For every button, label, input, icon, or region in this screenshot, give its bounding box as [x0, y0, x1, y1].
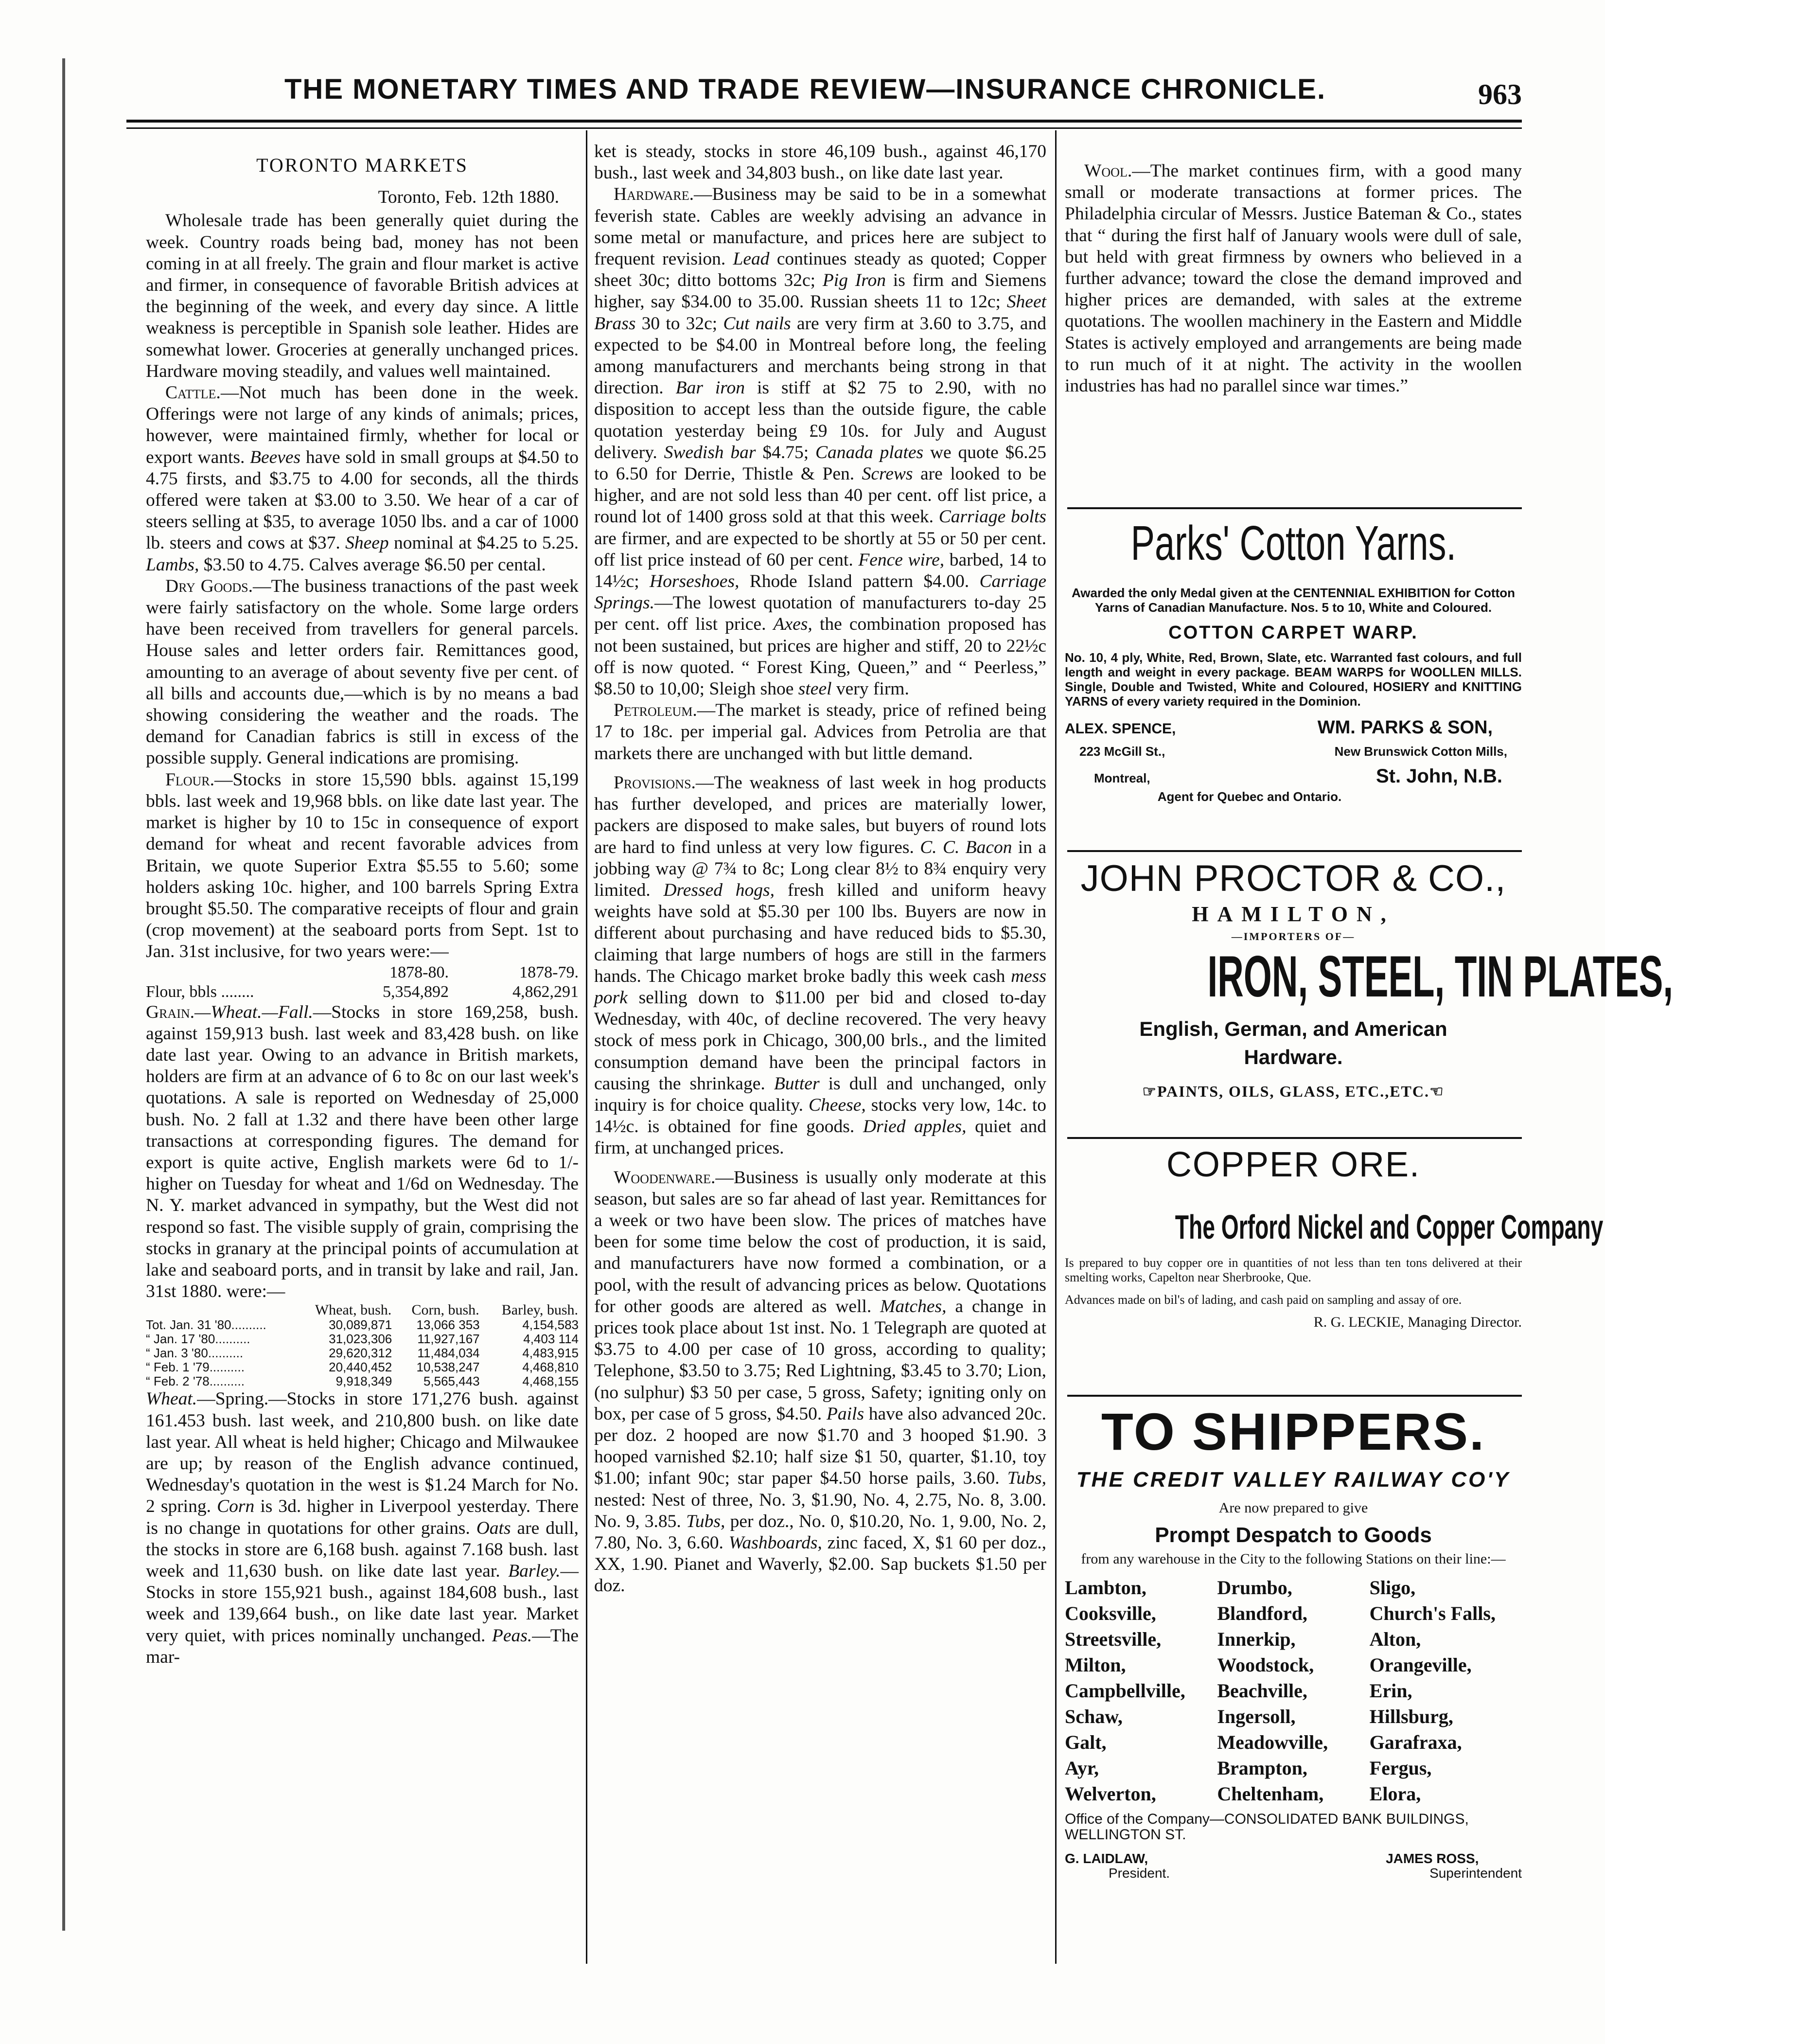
parks-award: Awarded the only Medal given at the CENTENNIAL EXHIBITION for Cotton Yarns of Canadian Manufacture. Nos. 5 to 10, White and Coloured. [1072, 586, 1515, 615]
lambs-term: Lambs, [146, 554, 199, 575]
station: Streetsville, [1065, 1628, 1162, 1650]
peas-text: —The mar- [146, 1625, 579, 1667]
hardware-text: Rhode Island pattern $4.00. [749, 571, 970, 592]
pails-term: Pails [826, 1404, 864, 1424]
flour-label: Flour. [165, 769, 215, 790]
provisions-text: —The weakness of last week in hog products has further developed, and prices are materially lower, packers are disposed to make sales, but buyers of round lots are hard to find unless at very low figures. [594, 772, 1046, 857]
supply-header-corn: Corn, bush. [411, 1302, 479, 1318]
supply-barley: 4,468,810 [522, 1360, 579, 1375]
parks-agents-row-1 [1065, 717, 1522, 738]
toronto-markets-heading: TORONTO MARKETS [256, 154, 468, 176]
woodenware-text: a change in prices took place about 1st inst. No. 1 Telegraph are quoted at $3.75 to 4.00 per case of 10 gross, according to quality; Telephone, $3.50 to 3.75; Red Lightning, $3.45 to 3.70; Lion, (no sulphur) $3 50 per case, 5 gross, Safety; igniting only on box, per case of 5 gross, $4.50. [594, 1296, 1047, 1424]
parks-firm-city: St. John, N.B. [1376, 765, 1502, 787]
supply-label: “ Feb. 1 '79.......... [146, 1360, 245, 1375]
hardware-text: are very firm at 3.60 to 3.75, and expected to be $4.00 in Montreal before long, the feeling among manufacturers and merchants being strong in that direction. [594, 313, 1046, 398]
spring-text-a: —Spring.—Stocks in store 171,276 bush. against 161.453 bush. last week, and 210,800 bush. on like date last year. All wheat is held higher; Chicago and Milwaukee are up; by reason of the English advance continued, Wednesday's quotation in the west is $1.24 March for No. 2 spring. [146, 1389, 579, 1517]
hardware-text: we quote $6.25 to 6.50 for Derrie, Thistle & Pen. [594, 442, 1047, 484]
supply-barley: 4,468,155 [522, 1374, 579, 1389]
station: Galt, [1065, 1731, 1107, 1753]
station: Blandford, [1217, 1602, 1307, 1624]
carriage-bolts-term: Carriage bolts [938, 507, 1046, 527]
dry-goods-label: Dry Goods. [165, 576, 253, 596]
wheat-fall-term: —Wheat.—Fall. [194, 1002, 313, 1022]
supply-barley: 4,154,583 [522, 1317, 579, 1333]
proctor-importers: —IMPORTERS OF— [1231, 930, 1356, 942]
supply-row [146, 1318, 579, 1332]
supply-row [146, 1346, 579, 1360]
butter-term: Butter [774, 1073, 820, 1094]
station: Orangeville, [1369, 1654, 1472, 1676]
petroleum-label: Petroleum. [614, 700, 697, 721]
provisions-text: is dull and unchanged, only inquiry is for choice quality. [594, 1073, 1046, 1115]
page-number: 963 [1478, 78, 1522, 110]
supply-header-wheat: Wheat, bush. [315, 1302, 392, 1318]
masthead-title: THE MONETARY TIMES AND TRADE REVIEW—INSURANCE CHRONICLE. [284, 73, 1326, 105]
sheep-term: Sheep [345, 533, 389, 553]
receipts-table [146, 963, 579, 1002]
dateline: Toronto, Feb. 12th 1880. [378, 187, 559, 208]
provisions-text: stocks very low, 14c. to 14½c. is obtained for fine goods. [594, 1095, 1047, 1137]
parks-agents-row-3 [1065, 765, 1522, 787]
cattle-text-d: $3.50 to 4.75. Calves average $6.50 per cental. [203, 554, 546, 575]
tubs-term: Tubs, [1007, 1468, 1046, 1489]
screws-term: Screws [862, 464, 913, 484]
hardware-text: the combination proposed has not been sustained, but prices are higher and stiff, 20 to 22½c off is now quoted. “ Forest King, Queen,” and “ Peerless,” $8.50 to 10,00; Sleigh shoe [594, 614, 1047, 699]
grain-paragraph [146, 1002, 579, 1303]
president-title: President. [1109, 1866, 1170, 1881]
credit-valley-ad [1065, 1403, 1522, 1881]
station: Garafraxa, [1369, 1731, 1462, 1753]
spring-wheat-paragraph [146, 1388, 579, 1668]
station: Ingersoll, [1217, 1706, 1296, 1727]
column-2 [594, 141, 1046, 1597]
column-divider-2 [1055, 130, 1057, 1964]
superintendent-name: JAMES ROSS, [1386, 1851, 1479, 1866]
station: Hillsburg, [1369, 1706, 1453, 1727]
wool-text: —The market continues firm, with a good many small or moderate transactions at former prices. The Philadelphia circular of Messrs. Justice Bateman & Co., states that “ during the first half of January wools were dull of sale, but held with great firmness by owners who believed in a further advance; toward the close the demand improved and higher prices are demanded, with sales at the extreme quotations. The woollen machinery in the Eastern and Middle States is actively employed and arrangements are being made to run much of it at night. The activity in the woollen industries has had no parallel since war times.” [1065, 161, 1522, 396]
horseshoes-term: Horseshoes, [650, 571, 740, 592]
supply-label: “ Feb. 2 '78.......... [146, 1374, 245, 1389]
column-1 [146, 141, 579, 1668]
swedish-bar-term: Swedish bar [664, 442, 756, 462]
hardware-text: 30 to 32c; [641, 313, 718, 334]
receipts-year-1: 1878-80. [389, 963, 449, 981]
orford-signature: R. G. LECKIE, Managing Director. [1313, 1314, 1522, 1330]
hardware-text: are firmer, and are expected to be shortly at 55 or 50 per cent. off list price instead of 60 per cent. [594, 528, 1046, 570]
signature-president [1065, 1851, 1170, 1881]
receipts-row [146, 982, 579, 1002]
petroleum-text: —The market is steady, price of refined being 17 to 18c. per imperial gal. Advices from Petrolia are that markets there are unchanged with but little demand. [594, 700, 1046, 764]
prepared-text: Are now prepared to give [1218, 1500, 1368, 1516]
orford-copper-ad [1065, 1144, 1604, 1331]
grain-label: Grain. [146, 1002, 195, 1022]
barley-term: Barley. [508, 1561, 561, 1581]
supply-row [146, 1374, 579, 1388]
parks-subtitle: COTTON CARPET WARP. [1168, 622, 1418, 643]
station: Innerkip, [1217, 1628, 1296, 1650]
orford-company-wrap [1065, 1205, 1604, 1249]
orford-text: Is prepared to buy copper ore in quantities of not less than ten tons delivered at their smelting works, Capelton near Sherbrooke, Que. [1065, 1256, 1522, 1284]
hardware-text: $4.75; [762, 442, 809, 462]
dry-goods-text: —The business tranactions of the past week were fairly satisfactory on the whole. Some large orders have been received from travellers for general parcels. House sales and letter orders fair. Remittances good, amounting to an average of about seventy five per cent. of all bills and accounts due,—which is by no means a bad showing considering the weather and the roads. The demand for Canadian fabrics is still in excess of the possible supply. General indications are promising. [146, 576, 579, 768]
proctor-name: JOHN PROCTOR & CO., [1080, 858, 1506, 899]
dressed-hogs-term: Dressed hogs, [663, 880, 775, 900]
signatures [1065, 1851, 1522, 1881]
cattle-text-b: have sold in small groups at $4.50 to 4.75 firsts, and $3.75 to 4.00 for seconds, all the thirds offered were taken at $3.00 to 3.50. We hear of a car of steers selling at $35, to average 1050 lbs. and a car of 1000 lb. steers and cows at $37. [146, 447, 579, 553]
intro-paragraph: Wholesale trade has been generally quiet during the week. Country roads being bad, money has not been coming in at all freely. The grain and flour market is active and firmer, in consequence of favorable British advices at the beginning of the week, and every day since. A little weakness is perceptible in Spanish sole leather. Hides are somewhat lower. Groceries at generally unchanged prices. Hardware moving steadily, and values well maintained. [146, 211, 579, 381]
orford-advances: Advances made on bil's of lading, and cash paid on sampling and assay of ore. [1065, 1293, 1462, 1307]
supply-barley: 4,403 114 [523, 1332, 579, 1347]
station: Drumbo, [1217, 1577, 1292, 1599]
provisions-text: selling down to $11.00 per bid and closed to-day Wednesday, with 40c, of decline recovered. The very heavy stock of mess pork in Chicago, 300,00 brls., and the limited consumption demand have been the principal factors in causing the shrinkage. [594, 987, 1047, 1094]
proctor-hardware: English, German, and American Hardware. [1139, 1017, 1447, 1068]
sheet-brass-term: Sheet Brass [594, 292, 1047, 334]
proctor-paints: PAINTS, OILS, GLASS, ETC.,ETC. [1157, 1083, 1429, 1100]
flour-text: —Stocks in store 15,590 bbls. against 15,199 bbls. last week and 19,968 bbls. on like date last year. The market is higher by 10 to 15c in consequence of export demand for wheat and recent favorable advices from Britain, we quote Superior Extra $5.55 to 5.60; some holders asking 10c. higher, and 100 barrels Spring Extra brought $5.50. The comparative receipts of flour and grain (crop movement) at the seaboard ports from Sept. 1st to Jan. 31st inclusive, for two years were:— [146, 769, 579, 962]
station: Meadowville, [1217, 1731, 1328, 1753]
visible-supply-table [146, 1302, 579, 1388]
receipts-year-2: 1878-79. [519, 963, 579, 981]
parks-cotton-yarns-ad [1065, 516, 1522, 804]
provisions-text: in a jobbing way @ 7¾ to 8c; Long clear 8½ to 8¾ enquiry very limited. [594, 837, 1047, 900]
station: Beachville, [1217, 1680, 1307, 1702]
station: Welverton, [1065, 1783, 1156, 1805]
parks-agent-city: Montreal, [1094, 771, 1150, 785]
supply-corn: 11,484,034 [417, 1346, 480, 1361]
station: Fergus, [1369, 1757, 1432, 1779]
stations-list [1065, 1575, 1522, 1807]
parks-agent-address: 223 McGill St., [1079, 744, 1165, 759]
orford-company: The Orford Nickel and Copper Company [1175, 1208, 1604, 1246]
hardware-text: very firm. [836, 679, 909, 699]
station: Elora, [1369, 1783, 1421, 1805]
pointing-hand-icon: ☜ [1429, 1083, 1445, 1100]
parks-title: Parks' Cotton Yarns. [1130, 516, 1456, 570]
provisions-label: Provisions. [614, 772, 696, 793]
matches-term: Matches, [880, 1296, 947, 1316]
bar-iron-term: Bar iron [675, 378, 745, 398]
parks-firm-name: WM. PARKS & SON, [1317, 717, 1493, 738]
parks-description: No. 10, 4 ply, White, Red, Brown, Slate, etc. Warranted fast colours, and full length and weight in every package. BEAM WARPS for WOOLLEN MILLS. Single, Double and Twisted, White and Coloured, HOSIERY and KNITTING YARNS of every variety required in the Dominion. [1065, 650, 1522, 709]
supply-header-barley: Barley, bush. [501, 1302, 578, 1318]
woodenware-label: Woodenware. [614, 1167, 716, 1188]
washboards-term: Washboards, [728, 1533, 822, 1553]
prompt-despatch: Prompt Despatch to Goods [1155, 1523, 1432, 1547]
station: Lambton, [1065, 1577, 1146, 1599]
dried-apples-term: Dried apples, [863, 1117, 967, 1137]
superintendent-title: Superintendent [1429, 1866, 1522, 1881]
spring-text-b: is 3d. higher in Liverpool yesterday. There is no change in quotations for other grains. [146, 1496, 579, 1538]
supply-corn: 11,927,167 [417, 1332, 480, 1347]
signature-superintendent [1361, 1851, 1522, 1881]
grain-text: —Stocks in store 169,258, bush. against 159,913 bush. last week and 83,428 bush. on like date last year. Owing to an advance in British markets, holders are firm at an advance of 6 to 8c on our last week's quotations. A sale is reported on Wednesday of 25,000 bush. No. 2 fall at 1.32 and there have been other large transactions at corresponding figures. The demand for export is quite active, English markets were 6d to 1/- higher on Tuesday for wheat and 1/6d on Wednesday. The N. Y. market advanced in sympathy, but the West did not respond so fast. The visible supply of grain, comprising the stocks in granary at the principal points of accumulation at lake and seaboard ports, and in transit by lake and rail, Jan. 31st 1880. were:— [146, 1002, 579, 1302]
supply-barley: 4,483,915 [522, 1346, 579, 1361]
station: Milton, [1065, 1654, 1126, 1676]
dry-goods-paragraph [146, 576, 579, 769]
ad-divider-4 [1067, 1395, 1522, 1397]
hardware-text: continues steady as quoted; Copper sheet 30c; ditto bottoms 32c; [594, 249, 1047, 291]
station: Erin, [1369, 1680, 1412, 1702]
proctor-paints-row [1065, 1082, 1522, 1101]
hardware-text: —Business may be said to be in a somewhat feverish state. Cables are weekly advising an advance in some metal or manufacture, and prices here are subject to frequent revision. [594, 184, 1046, 269]
hardware-label: Hardware. [614, 184, 694, 205]
provisions-text: quiet and firm, at unchanged prices. [594, 1117, 1046, 1158]
supply-corn: 5,565,443 [423, 1374, 480, 1389]
cheese-term: Cheese, [809, 1095, 866, 1115]
parks-mills: New Brunswick Cotton Mills, [1334, 744, 1507, 759]
stations-intro: from any warehouse in the City to the following Stations on their line:— [1081, 1551, 1506, 1567]
cattle-paragraph [146, 382, 579, 576]
receipts-label: Flour, bbls ........ [146, 982, 254, 1001]
wool-label: Wool. [1084, 161, 1132, 181]
hardware-text: are looked to be higher, and are not sold less than 40 per cent. off list price, a round lot of 1400 gross sold at that this week. [594, 464, 1046, 527]
station: Campbellville, [1065, 1680, 1185, 1702]
mess-pork-term: mess pork [594, 966, 1046, 1008]
masthead [146, 73, 1522, 112]
receipts-value-1: 5,354,892 [383, 982, 449, 1001]
supply-row [146, 1332, 579, 1346]
parks-agent-name: ALEX. SPENCE, [1065, 721, 1176, 737]
column-3-wool [1065, 160, 1522, 397]
proctor-goods-wrap [1065, 944, 1674, 1009]
carriage-springs-term: Carriage Springs. [594, 571, 1047, 613]
supply-wheat: 30,089,871 [329, 1317, 392, 1333]
supply-wheat: 29,620,312 [329, 1346, 392, 1361]
woodenware-text: have also advanced 20c. per doz. 2 hooped are now $1.70 and 3 hooped $1.90. 3 hooped varnished $2.10; half size $1 50, quarter, $1.10, toy $1.00; infant 90c; star paper $4.50 horse pails, 3.60. [594, 1404, 1047, 1489]
receipts-header-row [146, 963, 579, 982]
cut-nails-term: Cut nails [723, 313, 791, 334]
station: Woodstock, [1217, 1654, 1314, 1676]
oats-term: Oats [476, 1518, 511, 1538]
barley-text: —Stocks in store 155,921 bush., against 184,608 bush., last week and 139,664 bush., on like date last year. Market very quiet, with prices nominally unchanged. [146, 1561, 579, 1646]
beeves-term: Beeves [250, 447, 301, 467]
supply-corn: 13,066 353 [416, 1317, 480, 1333]
spring-text-c: are dull, the stocks in store are 6,168 bush. against 7.168 bush. last week and 11,630 bush. on like date last year. [146, 1518, 579, 1581]
corn-term: Corn [217, 1496, 255, 1517]
lead-term: Lead [733, 249, 770, 269]
station: Cheltenham, [1217, 1783, 1324, 1805]
woodenware-text: —Business is usually only moderate at this season, but sales are so far ahead of last year. Remittances for a week or two have been slow. The prices of matches have been for some time below the cost of production, it is said, and manufacturers have now formed a combination, or a pool, with the result of advancing prices as below. Quotations for other goods are altered as well. [594, 1167, 1046, 1316]
woodenware-text: zinc faced, X, $1 60 per doz., XX, 1.90. Pianet and Waverly, $2.00. Sap buckets $1.50 per doz. [594, 1533, 1047, 1596]
president-name: G. LAIDLAW, [1065, 1851, 1148, 1866]
company-office: Office of the Company—CONSOLIDATED BANK BUILDINGS, WELLINGTON ST. [1065, 1811, 1469, 1843]
parks-agent-note: Agent for Quebec and Ontario. [1157, 789, 1342, 804]
ad-divider-1 [1067, 507, 1522, 509]
bacon-term: C. C. Bacon [920, 837, 1012, 857]
cattle-label: Cattle. [165, 383, 221, 403]
parks-title-wrap [1065, 516, 1522, 570]
railway-name: THE CREDIT VALLEY RAILWAY CO'Y [1076, 1468, 1511, 1492]
supply-row [146, 1360, 579, 1374]
orford-title: COPPER ORE. [1166, 1145, 1421, 1184]
flour-paragraph [146, 769, 579, 963]
tubs-term: Tubs, [686, 1511, 725, 1531]
woodenware-text: nested: Nest of three, No. 3, $1.90, No. 4, 2.75, No. 8, 3.00. No. 9, 3.85. [594, 1490, 1046, 1531]
john-proctor-ad [1065, 857, 1674, 1101]
proctor-city: HAMILTON, [1192, 902, 1395, 926]
station: Church's Falls, [1369, 1602, 1496, 1624]
woodenware-paragraph [594, 1167, 1046, 1597]
cattle-text-a: —Not much has been done in the week. Offerings were not large of any kinds of animals; prices, however, were maintained firmly, whether for local or export wants. [146, 383, 579, 467]
supply-label: “ Jan. 17 '80.......... [146, 1332, 250, 1347]
supply-label: “ Jan. 3 '80.......... [146, 1346, 244, 1361]
column-divider-1 [586, 130, 587, 1964]
shippers-title: TO SHIPPERS. [1101, 1402, 1486, 1461]
peas-continued-paragraph: ket is steady, stocks in store 46,109 bush., against 46,170 bush., last week and 34,803 bush., on like date last year. [594, 142, 1046, 183]
masthead-rule-bottom [126, 127, 1522, 129]
peas-term: Peas. [492, 1625, 532, 1646]
station: Cooksville, [1065, 1602, 1156, 1624]
petroleum-paragraph [594, 700, 1046, 764]
provisions-text: fresh killed and uniform heavy weights have sold at $5.30 per 100 lbs. Buyers are now in different about purchasing and have reduced bids to $5.30, claiming that large numbers of hogs are still in the farmers hands. The Chicago market broke badly this week cash [594, 880, 1046, 986]
page-edge-mark [62, 58, 65, 1931]
proctor-goods: IRON, STEEL, TIN PLATES, [1207, 944, 1674, 1009]
wool-paragraph [1065, 160, 1522, 397]
ad-divider-3 [1067, 1137, 1522, 1139]
station: Sligo, [1369, 1577, 1416, 1599]
receipts-value-2: 4,862,291 [512, 982, 579, 1001]
supply-wheat: 20,440,452 [329, 1360, 392, 1375]
ad-divider-2 [1067, 850, 1522, 852]
hardware-paragraph [594, 184, 1046, 700]
canada-plates-term: Canada plates [815, 442, 924, 462]
station: Ayr, [1065, 1757, 1099, 1779]
pig-iron-term: Pig Iron [822, 270, 886, 291]
axes-term: Axes, [773, 614, 812, 635]
pointing-hand-icon: ☞ [1142, 1083, 1157, 1100]
masthead-rule-top [126, 120, 1522, 123]
cattle-text-c: nominal at $4.25 to 5.25. [394, 533, 579, 553]
supply-wheat: 31,023,306 [329, 1332, 392, 1347]
station: Schaw, [1065, 1706, 1123, 1727]
hardware-text: is firm and Siemens higher, say $34.00 to 35.00. Russian sheets 11 to 12c; [594, 270, 1047, 312]
hardware-text: —The lowest quotation of manufacturers to-day 25 per cent. off list price. [594, 593, 1046, 635]
supply-wheat: 9,918,349 [335, 1374, 392, 1389]
supply-header-row [146, 1302, 579, 1318]
supply-label: Tot. Jan. 31 '80.......... [146, 1317, 266, 1333]
parks-agents-row-2 [1065, 744, 1522, 759]
steel-term: steel [798, 679, 832, 699]
hardware-text: barbed, 14 to 14½c; [594, 550, 1047, 592]
wheat-spring-term: Wheat. [146, 1389, 197, 1409]
station: Alton, [1369, 1628, 1421, 1650]
provisions-paragraph [594, 772, 1046, 1159]
woodenware-text: per doz., No. 0, $10.20, No. 1, 9.00, No. 2, 7.80, No. 3, 6.60. [594, 1511, 1047, 1553]
station: Brampton, [1217, 1757, 1307, 1779]
supply-corn: 10,538,247 [416, 1360, 480, 1375]
hardware-text: is stiff at $2 75 to 2.90, with no disposition to accept less than the outside figure, the cable quotation yesterday being £9 10s. for July and August delivery. [594, 378, 1046, 462]
fence-wire-term: Fence wire, [858, 550, 945, 570]
